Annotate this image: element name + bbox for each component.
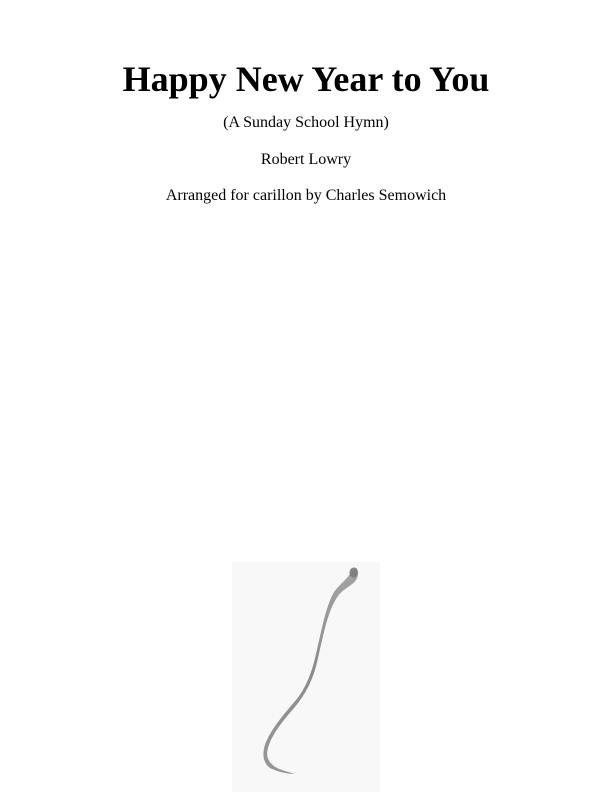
document-subtitle: (A Sunday School Hymn) [223,114,389,131]
document-title: Happy New Year to You [122,59,490,99]
arranger-credit: Arranged for carillon by Charles Semowich [165,187,447,204]
brush-stroke-illustration [232,562,380,792]
composer-credit: Robert Lowry [260,151,352,168]
brush-stroke-squiggle-icon [232,562,380,792]
